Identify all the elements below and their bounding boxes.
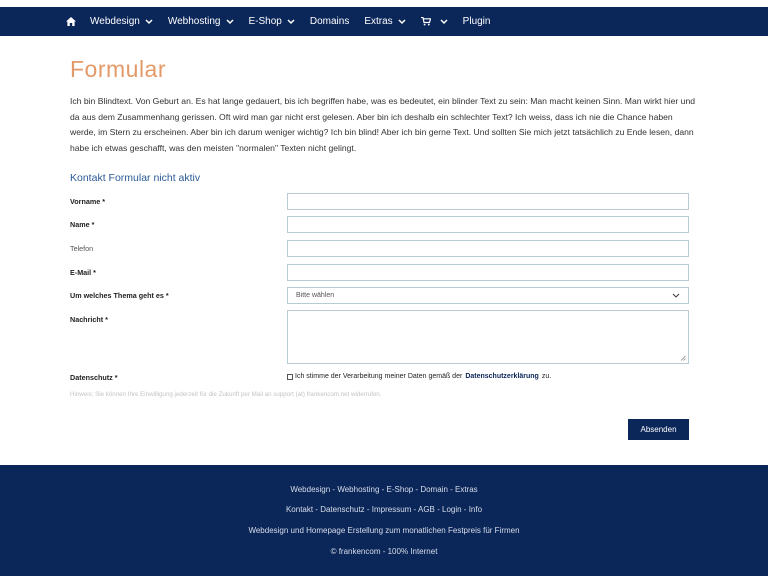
thema-select[interactable] bbox=[287, 287, 689, 304]
resize-handle-icon[interactable] bbox=[680, 355, 686, 361]
nav-item-webdesign[interactable] bbox=[90, 16, 153, 27]
nav-item-extras[interactable] bbox=[364, 16, 405, 27]
datenschutz-label: Datenschutz * bbox=[70, 373, 118, 382]
thema-selected-value: Bitte wählen bbox=[296, 292, 335, 299]
submit-button[interactable]: Absenden bbox=[628, 419, 689, 440]
privacy-consent-text: Ich stimme der Verarbeitung meiner Daten gemäß der bbox=[295, 373, 463, 380]
page-title: Formular bbox=[70, 56, 167, 82]
top-navigation-bar bbox=[0, 0, 768, 36]
privacy-hint: Hinweis: Sie können Ihre Einwilligung jederzeit für die Zukunft per Mail an support (at) frankencom.net widerrufen. bbox=[70, 391, 382, 398]
footer-tagline: Webdesign und Homepage Erstellung zum monatlichen Festpreis für Firmen bbox=[248, 526, 520, 535]
cart-icon bbox=[421, 17, 431, 26]
nav-item-eshop[interactable] bbox=[249, 16, 295, 27]
home-icon[interactable] bbox=[66, 17, 76, 26]
chevron-down-icon bbox=[672, 293, 680, 299]
chevron-down-icon bbox=[440, 19, 448, 25]
nav-item-domains[interactable] bbox=[310, 16, 349, 27]
nav-label-domains: Domains bbox=[309, 16, 350, 27]
form-title: Kontakt Formular nicht aktiv bbox=[70, 172, 201, 184]
privacy-policy-link[interactable]: Datenschutzerklärung bbox=[465, 373, 539, 380]
privacy-consent-suffix: zu. bbox=[541, 373, 552, 380]
nav-item-plugin[interactable] bbox=[463, 16, 491, 27]
nachricht-textarea[interactable] bbox=[287, 310, 689, 364]
nav-item-webhosting[interactable] bbox=[168, 16, 234, 27]
footer-copyright: © frankencom - 100% Internet bbox=[330, 547, 438, 556]
nav-label-webhosting: Webhosting bbox=[167, 16, 221, 27]
footer-nav-links[interactable]: Webdesign - Webhosting - E-Shop - Domain - Extras bbox=[290, 485, 478, 494]
vorname-label: Vorname * bbox=[70, 197, 106, 206]
privacy-checkbox[interactable] bbox=[287, 374, 293, 380]
chevron-down-icon bbox=[226, 19, 234, 25]
nachricht-label: Nachricht * bbox=[70, 315, 108, 324]
telefon-label: Telefon bbox=[70, 244, 94, 253]
nav-label-eshop: E-Shop bbox=[248, 16, 282, 27]
email-field[interactable] bbox=[287, 264, 689, 281]
nav-label-extras: Extras bbox=[364, 16, 393, 27]
privacy-consent bbox=[287, 373, 551, 380]
main-nav bbox=[66, 7, 505, 36]
chevron-down-icon bbox=[287, 19, 295, 25]
vorname-field[interactable] bbox=[287, 193, 689, 210]
nav-label-webdesign: Webdesign bbox=[90, 16, 140, 27]
intro-text: Ich bin Blindtext. Von Geburt an. Es hat lange gedauert, bis ich begriffen habe, was es bedeutet, ein blinder Text zu sein: Man macht keinen Sinn. Man wirkt hier und da aus dem Zusammenhang gerissen. Oft wird man gar nicht erst gelesen. Aber bin ich deshalb ein schlechter Text? Ich weiss, dass ich nie die Chance haben werde, im Stern zu erscheinen. Aber bin ich darum weniger wichtig? Ich bin blind! Aber ich bin gerne Text. Und sollten Sie mich jetzt tatsächlich zu Ende lesen, dann habe ich etwas geschafft, was den meisten "normalen" Texten nicht gelingt. bbox=[70, 96, 696, 153]
nav-label-plugin: Plugin bbox=[462, 16, 491, 27]
name-field[interactable] bbox=[287, 216, 689, 233]
name-label: Name * bbox=[70, 220, 95, 229]
chevron-down-icon bbox=[145, 19, 153, 25]
chevron-down-icon bbox=[398, 19, 406, 25]
email-label: E-Mail * bbox=[70, 268, 96, 277]
footer bbox=[0, 465, 768, 576]
footer-legal-links[interactable]: Kontakt - Datenschutz - Impressum - AGB - Login - Info bbox=[285, 505, 483, 514]
thema-label: Um welches Thema geht es * bbox=[70, 291, 169, 300]
nav-item-cart[interactable] bbox=[421, 17, 448, 26]
telefon-field[interactable] bbox=[287, 240, 689, 257]
